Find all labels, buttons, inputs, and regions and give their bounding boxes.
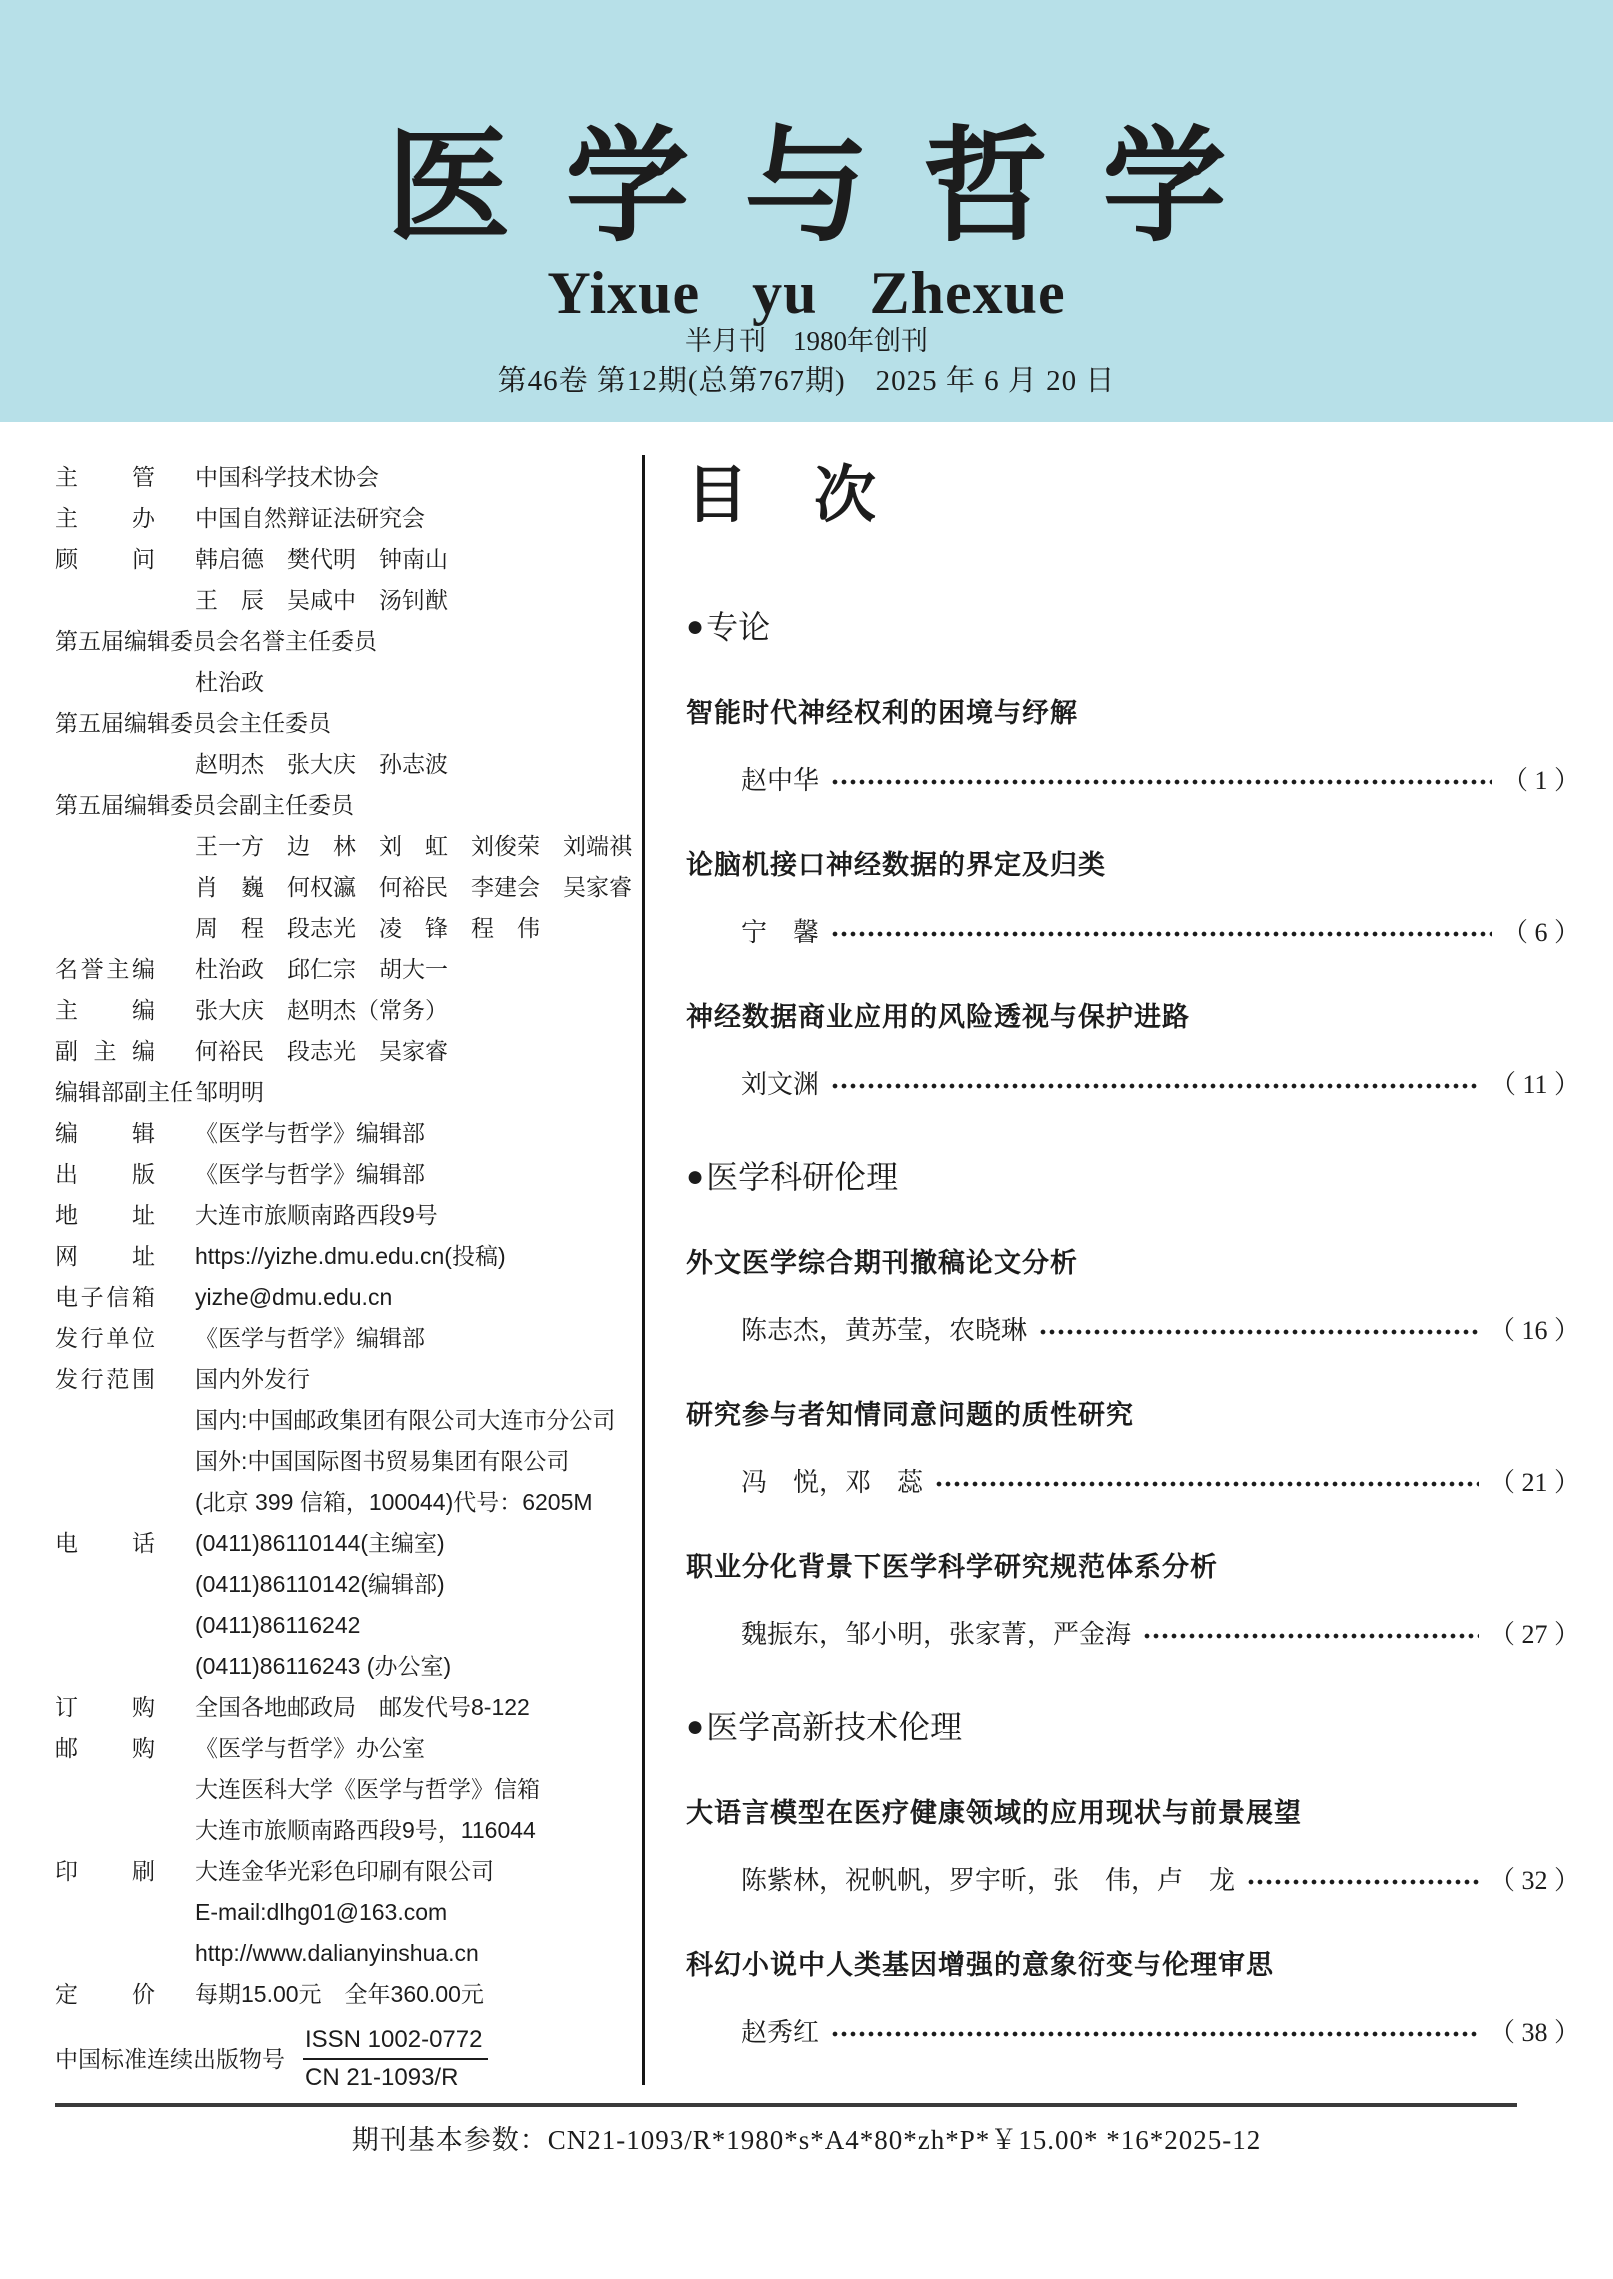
masthead-row — [55, 949, 635, 990]
article-title: 外文医学综合期刊撤稿论文分析 — [686, 1248, 1078, 1278]
masthead-label — [55, 1482, 155, 1523]
article-title: 神经数据商业应用的风险透视与保护进路 — [686, 1002, 1190, 1032]
masthead-value: 中国自然辩证法研究会 — [195, 505, 425, 531]
masthead-value: 《医学与哲学》办公室 — [195, 1735, 425, 1761]
masthead-row — [55, 990, 635, 1031]
masthead-value: (0411)86110144(主编室) — [195, 1530, 445, 1556]
masthead-value: (0411)86110142(编辑部) — [195, 1571, 445, 1597]
article-page-number: （ 1 ） — [1501, 766, 1580, 795]
masthead-label: 主 办 — [55, 505, 155, 531]
masthead-row — [55, 457, 635, 498]
toc-section-name: 医学高新技术伦理 — [706, 1709, 963, 1745]
journal-header — [0, 0, 1613, 422]
masthead-value: 大连金华光彩色印刷有限公司 — [195, 1858, 494, 1884]
article-author-row — [741, 913, 1580, 953]
article-author-row — [741, 1463, 1580, 1503]
masthead-value: (北京 399 信箱，100044)代号：6205M — [195, 1489, 593, 1515]
masthead-row — [55, 1400, 635, 1441]
masthead-value: https://yizhe.dmu.edu.cn(投稿) — [195, 1243, 506, 1269]
masthead-row — [55, 1974, 635, 2015]
article-authors: 赵秀红 — [741, 2018, 820, 2047]
dots-leader — [1039, 1311, 1479, 1351]
footer-rule — [55, 2103, 1517, 2107]
article-author-row — [741, 1615, 1580, 1655]
dots-leader — [1247, 1861, 1479, 1901]
article-authors: 刘文渊 — [741, 1070, 820, 1099]
article-authors: 赵中华 — [741, 766, 820, 795]
article-authors: 宁 馨 — [741, 918, 820, 947]
issn-code: ISSN 1002-0772 — [303, 2025, 488, 2060]
masthead-label: 电子信箱 — [55, 1284, 155, 1310]
masthead-label: 网 址 — [55, 1243, 155, 1269]
dots-leader — [831, 761, 1492, 801]
masthead-label — [55, 1441, 155, 1482]
masthead-row — [55, 1113, 635, 1154]
toc-section-header — [686, 1705, 1580, 1749]
masthead-label — [55, 662, 155, 703]
article-title: 科幻小说中人类基因增强的意象衍变与伦理审思 — [686, 1950, 1274, 1980]
toc-section-name: 专论 — [706, 609, 771, 645]
masthead-value: 肖 巍 何权瀛 何裕民 李建会 吴家睿 — [195, 874, 632, 900]
article-author-row — [741, 1861, 1580, 1901]
masthead-row — [55, 1072, 635, 1113]
article-author-row — [741, 1065, 1580, 1105]
masthead-row — [55, 662, 635, 703]
masthead-row — [55, 1154, 635, 1195]
masthead-row — [55, 1605, 635, 1646]
toc-article — [686, 1395, 1580, 1503]
toc-heading: 目 次 — [686, 462, 879, 530]
masthead-label — [55, 867, 155, 908]
article-title: 论脑机接口神经数据的界定及归类 — [686, 850, 1106, 880]
toc-section-name: 医学科研伦理 — [706, 1159, 899, 1195]
article-page-number: （ 27 ） — [1488, 1620, 1580, 1649]
masthead-row — [55, 539, 635, 580]
masthead-value: 《医学与哲学》编辑部 — [195, 1325, 425, 1351]
article-title: 职业分化背景下医学科学研究规范体系分析 — [686, 1552, 1218, 1582]
masthead-label: 印 刷 — [55, 1858, 155, 1884]
journal-issue-line: 第46卷 第12期(总第767期) 2025 年 6 月 20 日 — [497, 365, 1116, 397]
masthead-label: 出 版 — [55, 1161, 155, 1187]
masthead-label: 主 管 — [55, 464, 155, 490]
article-author-row — [741, 2013, 1580, 2053]
article-title: 智能时代神经权利的困境与纾解 — [686, 698, 1078, 728]
masthead-row — [55, 1195, 635, 1236]
masthead-row — [55, 908, 635, 949]
serial-number-codes — [303, 2025, 488, 2093]
masthead-value: 张大庆 赵明杰（常务） — [195, 997, 448, 1023]
masthead-label: 电 话 — [55, 1530, 155, 1556]
masthead-value: 全国各地邮政局 邮发代号8-122 — [195, 1694, 530, 1720]
serial-number-row — [55, 2023, 635, 2095]
masthead-value: 韩启德 樊代明 钟南山 — [195, 546, 448, 572]
toc-article — [686, 1793, 1580, 1901]
masthead-value: 何裕民 段志光 吴家睿 — [195, 1038, 448, 1064]
masthead-committee-header: 第五届编辑委员会名誉主任委员 — [55, 628, 377, 654]
masthead-value: 周 程 段志光 凌 锋 程 伟 — [195, 915, 540, 941]
masthead-row — [55, 1851, 635, 1892]
masthead-label: 编 辑 — [55, 1120, 155, 1146]
masthead-row — [55, 1564, 635, 1605]
masthead-label — [55, 580, 155, 621]
cn-code: CN 21-1093/R — [305, 2064, 459, 2091]
masthead-label — [55, 1564, 155, 1605]
toc-section-header — [686, 605, 1580, 649]
article-authors: 魏振东，邹小明，张家菁，严金海 — [741, 1620, 1132, 1649]
masthead-value: http://www.dalianyinshua.cn — [195, 1940, 479, 1966]
masthead — [55, 457, 635, 2095]
masthead-label — [55, 1892, 155, 1933]
masthead-row — [55, 1728, 635, 1769]
masthead-committee-header: 第五届编辑委员会副主任委员 — [55, 792, 354, 818]
masthead-label: 定 价 — [55, 1981, 155, 2007]
masthead-value: 《医学与哲学》编辑部 — [195, 1161, 425, 1187]
masthead-value: 杜治政 邱仁宗 胡大一 — [195, 956, 448, 982]
masthead-label: 主 编 — [55, 997, 155, 1023]
masthead-row — [55, 1523, 635, 1564]
toc-article — [686, 997, 1580, 1105]
masthead-value: (0411)86116242 — [195, 1612, 361, 1638]
masthead-value: 王一方 边 林 刘 虹 刘俊荣 刘端祺 — [195, 833, 632, 859]
masthead-value: 中国科学技术协会 — [195, 464, 379, 490]
serial-number-label: 中国标准连续出版物号 — [55, 2045, 285, 2072]
masthead-label: 名誉主编 — [55, 956, 155, 982]
masthead-row — [55, 1031, 635, 1072]
masthead-label — [55, 1769, 155, 1810]
masthead-label — [55, 826, 155, 867]
article-authors: 陈志杰，黄苏莹，农晓琳 — [741, 1316, 1028, 1345]
masthead-label — [55, 1810, 155, 1851]
masthead-label — [55, 1933, 155, 1974]
masthead-value: 大连医科大学《医学与哲学》信箱 — [195, 1776, 540, 1802]
masthead-label: 地 址 — [55, 1202, 155, 1228]
masthead-label — [55, 908, 155, 949]
masthead-row — [55, 1482, 635, 1523]
masthead-label — [55, 1605, 155, 1646]
masthead-row — [55, 1359, 635, 1400]
footer-params: 期刊基本参数：CN21-1093/R*1980*s*A4*80*zh*P*￥15.00* *16*2025-12 — [351, 2125, 1262, 2155]
toc-article — [686, 845, 1580, 953]
masthead-value: 赵明杰 张大庆 孙志波 — [195, 751, 448, 777]
section-bullet-icon: ● — [686, 1160, 705, 1193]
article-authors: 陈紫林，祝帆帆，罗宇昕，张 伟，卢 龙 — [741, 1866, 1236, 1895]
masthead-value: 国外:中国国际图书贸易集团有限公司 — [195, 1448, 570, 1474]
masthead-value: 每期15.00元 全年360.00元 — [195, 1981, 484, 2007]
masthead-label: 发行范围 — [55, 1366, 155, 1392]
masthead-row — [55, 1933, 635, 1974]
masthead-row — [55, 1769, 635, 1810]
masthead-row — [55, 1892, 635, 1933]
journal-title-pinyin: Yixue yu Zhexue — [547, 260, 1066, 326]
masthead-label: 发行单位 — [55, 1325, 155, 1351]
article-page-number: （ 16 ） — [1488, 1316, 1580, 1345]
masthead-row — [55, 1236, 635, 1277]
masthead-row — [55, 1277, 635, 1318]
masthead-label — [55, 1400, 155, 1441]
section-bullet-icon: ● — [686, 610, 705, 643]
toc-article — [686, 693, 1580, 801]
masthead-value: 国内外发行 — [195, 1366, 310, 1392]
article-page-number: （ 38 ） — [1488, 2018, 1580, 2047]
toc-section-header — [686, 1155, 1580, 1199]
masthead-value: 国内:中国邮政集团有限公司大连市分公司 — [195, 1407, 616, 1433]
article-authors: 冯 悦，邓 蕊 — [741, 1468, 924, 1497]
masthead-label — [55, 1646, 155, 1687]
dots-leader — [831, 1065, 1480, 1105]
article-page-number: （ 11 ） — [1489, 1070, 1580, 1099]
article-author-row — [741, 1311, 1580, 1351]
masthead-row — [55, 1687, 635, 1728]
journal-title-chinese: 医学与哲学 — [386, 114, 1282, 259]
dots-leader — [1143, 1615, 1479, 1655]
article-page-number: （ 21 ） — [1488, 1468, 1580, 1497]
masthead-label: 顾 问 — [55, 546, 155, 572]
toc-article — [686, 1547, 1580, 1655]
masthead-row — [55, 826, 635, 867]
article-page-number: （ 32 ） — [1488, 1866, 1580, 1895]
masthead-label: 订 购 — [55, 1694, 155, 1720]
masthead-row — [55, 498, 635, 539]
column-divider — [642, 455, 645, 2085]
masthead-value: yizhe@dmu.edu.cn — [195, 1284, 393, 1310]
article-page-number: （ 6 ） — [1501, 918, 1580, 947]
masthead-row — [55, 1810, 635, 1851]
masthead-value: 《医学与哲学》编辑部 — [195, 1120, 425, 1146]
masthead-row — [55, 744, 635, 785]
masthead-row — [55, 1646, 635, 1687]
masthead-value: 王 辰 吴咸中 汤钊猷 — [195, 587, 448, 613]
masthead-row — [55, 867, 635, 908]
dots-leader — [831, 913, 1492, 953]
dots-leader — [935, 1463, 1479, 1503]
article-title: 研究参与者知情同意问题的质性研究 — [686, 1400, 1134, 1430]
masthead-value: 大连市旅顺南路西段9号 — [195, 1202, 438, 1228]
masthead-label: 邮 购 — [55, 1735, 155, 1761]
masthead-value: 邹明明 — [195, 1079, 264, 1105]
masthead-row — [55, 1318, 635, 1359]
masthead-label: 副 主 编 — [55, 1038, 155, 1064]
toc-article — [686, 1243, 1580, 1351]
masthead-label: 编辑部副主任 — [55, 1079, 193, 1105]
section-bullet-icon: ● — [686, 1710, 705, 1743]
toc — [686, 455, 1580, 2053]
masthead-value: 大连市旅顺南路西段9号，116044 — [195, 1817, 536, 1843]
article-title: 大语言模型在医疗健康领域的应用现状与前景展望 — [686, 1798, 1302, 1828]
journal-frequency-founding: 半月刊 1980年创刊 — [685, 326, 928, 356]
dots-leader — [831, 2013, 1479, 2053]
masthead-value: 杜治政 — [195, 669, 264, 695]
masthead-committee-header: 第五届编辑委员会主任委员 — [55, 710, 331, 736]
article-author-row — [741, 761, 1580, 801]
toc-article — [686, 1945, 1580, 2053]
masthead-row — [55, 1441, 635, 1482]
masthead-row — [55, 580, 635, 621]
masthead-value: E-mail:dlhg01@163.com — [195, 1899, 448, 1925]
masthead-value: (0411)86116243 (办公室) — [195, 1653, 452, 1679]
masthead-label — [55, 744, 155, 785]
